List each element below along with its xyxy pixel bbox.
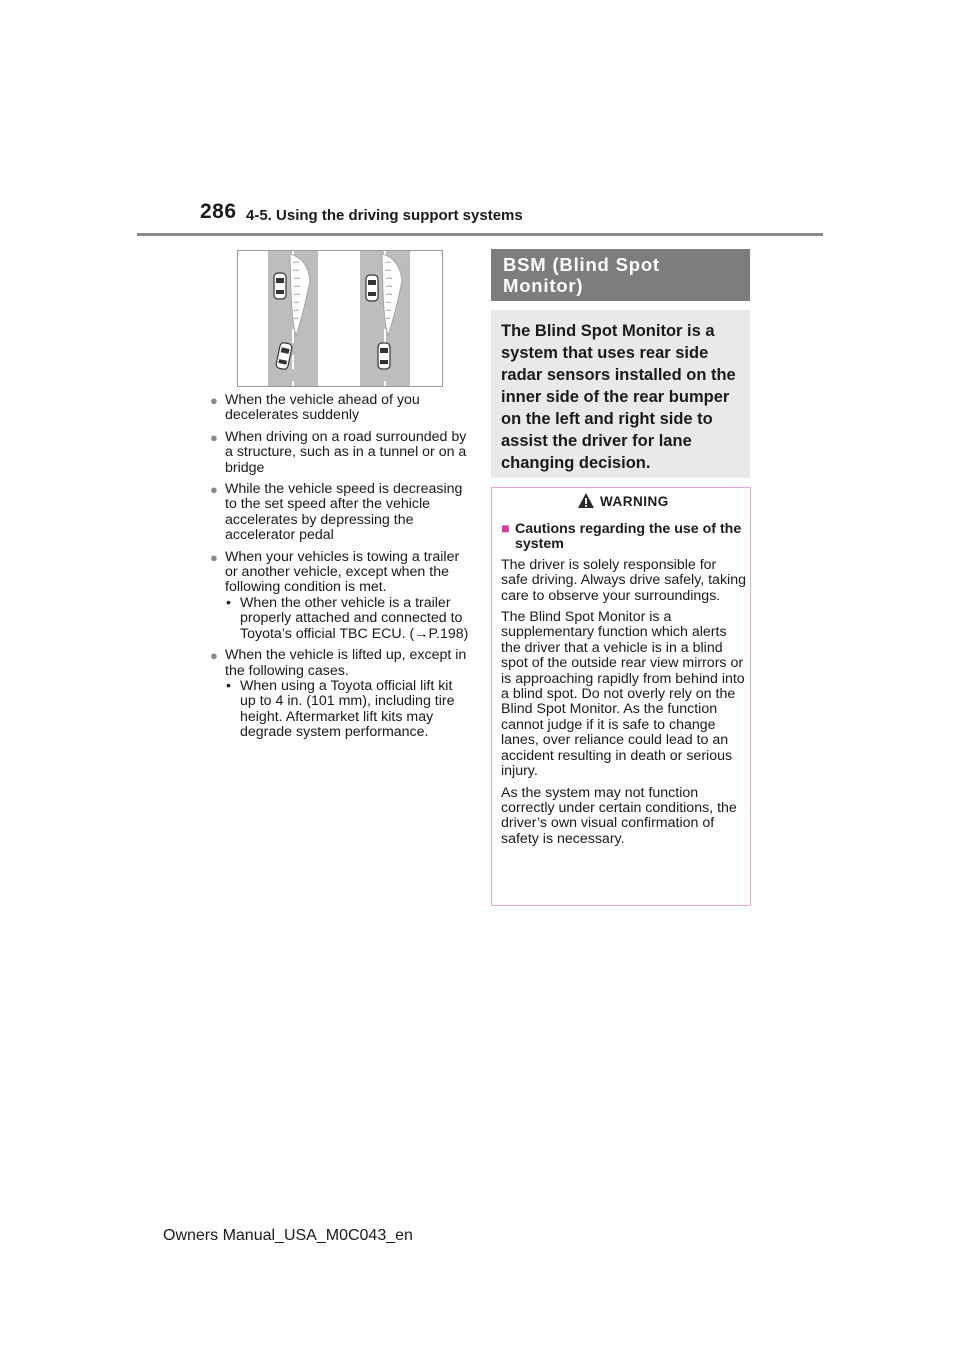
warning-triangle-icon: [577, 492, 595, 514]
bullet-dot-icon: ●: [210, 393, 218, 408]
section-heading-box: [491, 249, 750, 301]
page-footer: Owners Manual_USA_M0C043_en: [163, 1227, 413, 1244]
warning-paragraph: As the system may not function correctly under certain conditions, the driver’s own visual confirmation of safety is necessary.: [501, 784, 737, 847]
list-item: ● When the vehicle ahead of you decelerates suddenly: [210, 392, 420, 424]
warning-header: [492, 488, 750, 516]
two-lane-radar-diagram: [238, 251, 442, 386]
warning-paragraph: The Blind Spot Monitor is a supplementary function which alerts the driver that a vehicle is in a blind spot of the outside rear view mirrors or is approaching rapidly from behind into a blind spot. Do not overly rely on the Blind Spot Monitor. As the function cannot judge if it is safe to change lanes, over reliance could lead to an accident resulting in death or serious injury.: [501, 609, 745, 780]
car-ahead-left: [274, 273, 286, 299]
warning-box: [491, 487, 751, 906]
header-divider: [137, 233, 823, 236]
car-ahead-right: [366, 275, 378, 301]
radar-illustration: [237, 250, 443, 387]
lead-summary: The Blind Spot Monitor is a system that uses rear side radar sensors installed on the inner side of the rear bumper on the left and right side to assist the driver for lane changing decision.: [501, 322, 736, 472]
warning-subheading: ■ Cautions regarding the use of the system: [501, 521, 742, 553]
square-bullet-icon: ■: [501, 521, 510, 537]
lead-summary-box: [491, 310, 750, 478]
bullet-dot-icon: ●: [210, 482, 218, 498]
bullet-dot-icon: ●: [210, 549, 218, 565]
list-item: ● When the vehicle is lifted up, except in the following cases. • When using a Toyota official lift kit up to 4 in. (101 mm), including tire height. Aftermarket lift kits may degrade system performance.: [210, 648, 470, 740]
section-title: 4-5. Using the driving support systems: [246, 207, 523, 224]
page-number: 286: [200, 200, 237, 223]
warning-paragraph: The driver is solely responsible for safe driving. Always drive safely, taking care to observe your surroundings.: [501, 556, 746, 604]
section-heading: BSM (Blind Spot Monitor): [503, 254, 660, 296]
bullet-dot-icon: ●: [210, 429, 218, 445]
warning-body: [501, 522, 747, 853]
list-item: ● When your vehicles is towing a trailer or another vehicle, except when the following condition is met. • When the other vehicle is a trailer properly attached and connected to Toyota’s official TBC ECU. (→P.198): [210, 548, 469, 642]
conditions-list: [210, 393, 470, 747]
list-item: ● When driving on a road surrounded by a structure, such as in a tunnel or on a bridge: [210, 428, 467, 476]
sub-list-item: • When using a Toyota official lift kit up to 4 in. (101 mm), including tire height. Aftermarket lift kits may degrade system performance.: [226, 677, 455, 741]
bullet-dot-icon: ●: [210, 648, 218, 664]
sub-list-item: • When the other vehicle is a trailer properly attached and connected to Toyota’s official TBC ECU. (→P.198): [226, 594, 469, 642]
warning-label: WARNING: [600, 494, 669, 509]
list-item: ● While the vehicle speed is decreasing to the set speed after the vehicle accelerates by depressing the accelerator pedal: [210, 481, 463, 544]
car-behind-right: [378, 343, 390, 369]
